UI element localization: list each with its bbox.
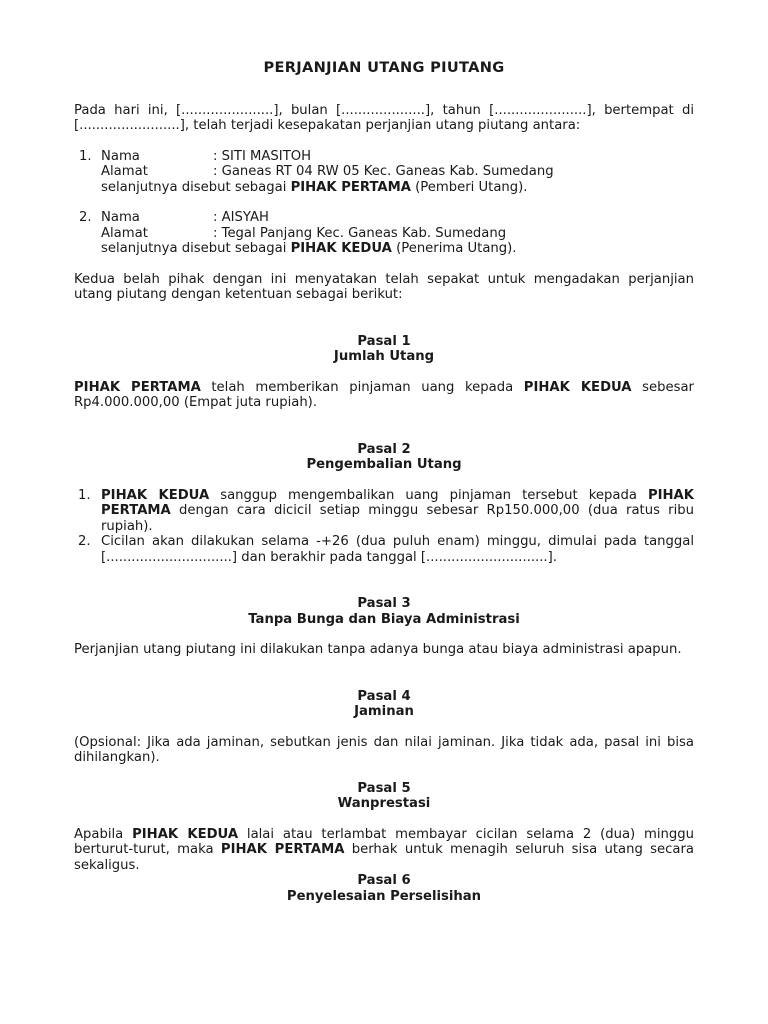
party-reference: selanjutnya disebut sebagai PIHAK KEDUA (Penerima Utang). <box>101 241 517 256</box>
name-value: : SITI MASITOH <box>213 148 312 164</box>
intro-paragraph: Pada hari ini, [......................], bulan [....................], tahun [......................], bertempat di [........................], telah terjadi kesepakatan perjanjian utang piutang antara: <box>74 102 694 133</box>
pasal-2-heading: Pengembalian Utang <box>306 457 462 472</box>
party-second <box>74 210 694 257</box>
pasal-4-heading: Jaminan <box>354 704 414 719</box>
pasal-6-number: Pasal 6 <box>357 873 411 888</box>
pasal-4-number: Pasal 4 <box>357 688 411 704</box>
pasal-3-heading: Tanpa Bunga dan Biaya Administrasi <box>248 611 520 627</box>
list-item: 1. PIHAK KEDUA sanggup mengembalikan uang pinjaman tersebut kepada PIHAK PERTAMA dengan cara dicicil setiap minggu sebesar Rp150.000,00 (dua ratus ribu rupiah). <box>78 487 694 534</box>
name-value: : AISYAH <box>213 210 269 225</box>
document-title: PERJANJIAN UTANG PIUTANG <box>263 59 505 76</box>
pasal-4-body: (Opsional: Jika ada jaminan, sebutkan jenis dan nilai jaminan. Jika tidak ada, pasal ini bisa dihilangkan). <box>74 734 694 765</box>
party-role: PIHAK PERTAMA <box>290 179 411 195</box>
pasal-5-heading: Wanprestasi <box>337 796 431 811</box>
pasal-2-number: Pasal 2 <box>357 441 411 457</box>
document-content <box>74 60 694 904</box>
pasal-1-number: Pasal 1 <box>357 333 411 349</box>
list-item: 2. Cicilan akan dilakukan selama -+26 (dua puluh enam) minggu, dimulai pada tanggal [..............................] dan berakhir pada tanggal [.............................]. <box>78 534 694 565</box>
pasal-5-number: Pasal 5 <box>357 780 411 796</box>
address-label: Alamat <box>101 225 148 241</box>
agreement-paragraph: Kedua belah pihak dengan ini menyatakan telah sepakat untuk mengadakan perjanjian utang piutang dengan ketentuan sebagai berikut: <box>74 271 694 302</box>
pasal-5-body: Apabila PIHAK KEDUA lalai atau terlambat membayar cicilan selama 2 (dua) minggu berturut-turut, maka PIHAK PERTAMA berhak untuk menagih seluruh sisa utang secara sekaligus. <box>74 826 694 873</box>
party-number: 2. <box>79 210 92 225</box>
pasal-6-heading: Penyelesaian Perselisihan <box>286 888 482 904</box>
address-label: Alamat <box>101 164 148 179</box>
pasal-1-heading: Jumlah Utang <box>333 349 435 364</box>
party-number: 1. <box>79 148 92 164</box>
pasal-1-body: PIHAK PERTAMA telah memberikan pinjaman uang kepada PIHAK KEDUA sebesar Rp4.000.000,00 (Empat juta rupiah). <box>74 379 694 410</box>
address-value: : Ganeas RT 04 RW 05 Kec. Ganeas Kab. Sumedang <box>213 164 554 179</box>
party-role: PIHAK KEDUA <box>290 241 392 256</box>
address-value: : Tegal Panjang Kec. Ganeas Kab. Sumedang <box>213 225 507 241</box>
party-reference: selanjutnya disebut sebagai PIHAK PERTAMA (Pemberi Utang). <box>101 179 528 195</box>
pasal-3-body: Perjanjian utang piutang ini dilakukan tanpa adanya bunga atau biaya administrasi apapun. <box>74 642 682 657</box>
name-label: Nama <box>101 210 140 225</box>
party-first <box>74 149 694 196</box>
pasal-3-number: Pasal 3 <box>357 596 411 611</box>
pasal-2-list <box>74 488 694 566</box>
name-label: Nama <box>101 148 140 164</box>
